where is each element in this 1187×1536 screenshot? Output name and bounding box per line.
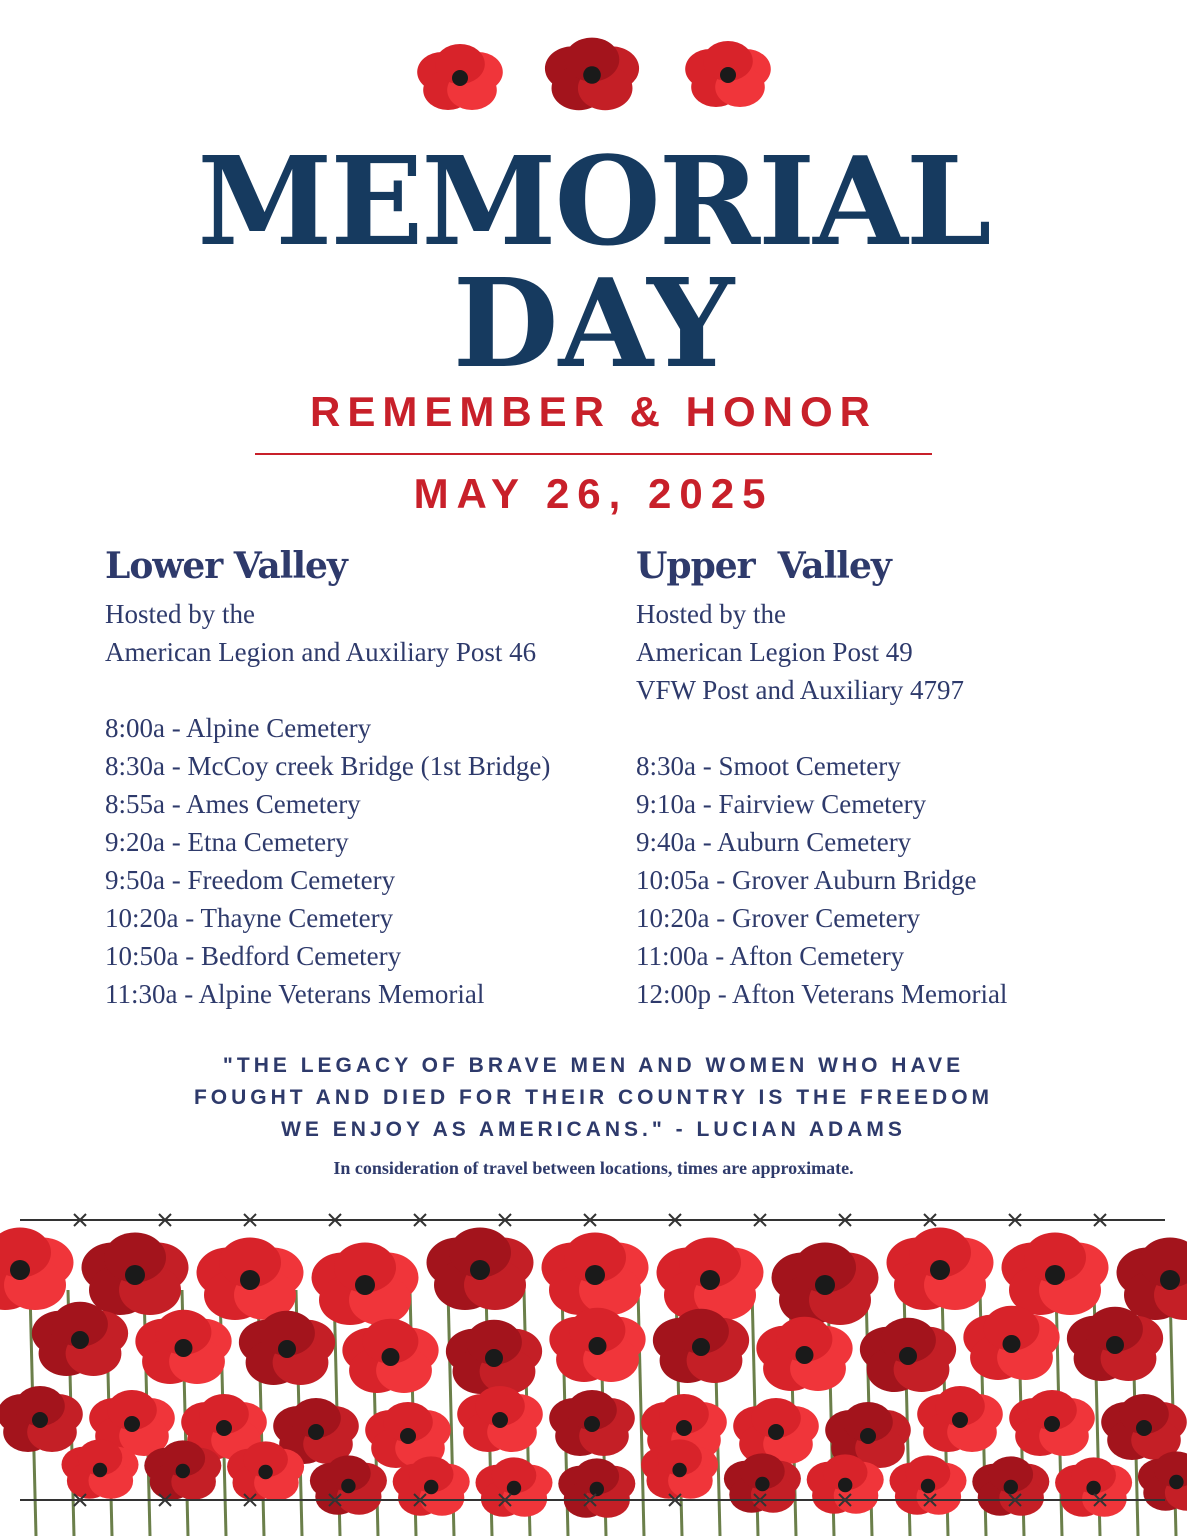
poppy-icon [1138, 1451, 1187, 1510]
poppy-icon [1002, 1233, 1109, 1316]
host-line: Hosted by the [105, 599, 255, 629]
poppy-icon [417, 44, 503, 110]
schedule-item: 12:00p - Afton Veterans Memorial [636, 979, 1008, 1009]
schedule-item: 9:10a - Fairview Cemetery [636, 789, 927, 819]
title-memorial: MEMORIAL [197, 129, 990, 273]
schedule-item: 8:30a - McCoy creek Bridge (1st Bridge) [105, 751, 551, 781]
quote-line: "THE LEGACY OF BRAVE MEN AND WOMEN WHO HAVE [222, 1054, 965, 1077]
travel-note: In consideration of travel between locations, times are approximate. [333, 1158, 854, 1178]
schedule-item: 8:55a - Ames Cemetery [105, 789, 361, 819]
poppy-icon [545, 38, 639, 111]
quote-line: WE ENJOY AS AMERICANS." - LUCIAN ADAMS [281, 1118, 906, 1141]
poppy-icon [82, 1233, 189, 1316]
upper-valley-section [636, 545, 1007, 1013]
poppy-icon [135, 1310, 231, 1384]
poppy-icon [197, 1238, 304, 1321]
poppy-icon [733, 1398, 819, 1464]
spacer [105, 671, 550, 709]
poppy-icon [657, 1238, 764, 1321]
schedule-item: 10:05a - Grover Auburn Bridge [636, 865, 977, 895]
event-date: MAY 26, 2025 [413, 470, 774, 517]
quote-line: FOUGHT AND DIED FOR THEIR COUNTRY IS THE FREEDOM [193, 1086, 994, 1109]
poppy-icon [1117, 1238, 1187, 1321]
poppy-icon [0, 1228, 74, 1311]
poppy-icon [917, 1386, 1003, 1452]
schedule-item: 11:00a - Afton Cemetery [636, 941, 905, 971]
schedule-item: 10:50a - Bedford Cemetery [105, 941, 402, 971]
poppy-icon [312, 1243, 419, 1326]
poppy-icon [653, 1309, 749, 1383]
spacer [636, 709, 1007, 747]
host-line: American Legion Post 49 [636, 637, 913, 667]
host-line: Hosted by the [636, 599, 786, 629]
poppy-icon [239, 1311, 335, 1385]
upper-valley-heading: Upper Valley [636, 545, 891, 587]
host-line: American Legion and Auxiliary Post 46 [105, 637, 537, 667]
poppy-icon [427, 1228, 534, 1311]
divider [255, 453, 932, 455]
subtitle: REMEMBER & HONOR [309, 388, 877, 435]
poppy-icon [1055, 1457, 1132, 1516]
poppy-icon [475, 1457, 552, 1516]
lower-valley-section [105, 545, 550, 1013]
poppy-icon [685, 41, 771, 107]
poppy-icon [542, 1233, 649, 1316]
poppy-icon [457, 1386, 543, 1452]
poppy-icon [887, 1228, 994, 1311]
poppy-field-decoration [0, 1200, 1187, 1536]
schedule-item: 8:00a - Alpine Cemetery [105, 713, 372, 743]
poppy-icon [342, 1319, 438, 1393]
poppy-icon [446, 1320, 542, 1394]
host-line: VFW Post and Auxiliary 4797 [636, 675, 965, 705]
schedule-item: 10:20a - Thayne Cemetery [105, 903, 394, 933]
schedule-item: 9:40a - Auburn Cemetery [636, 827, 912, 857]
schedule-item: 9:20a - Etna Cemetery [105, 827, 349, 857]
schedule-item: 10:20a - Grover Cemetery [636, 903, 921, 933]
poppy-icon [889, 1455, 966, 1514]
schedule-item: 9:50a - Freedom Cemetery [105, 865, 396, 895]
poppy-icon [549, 1390, 635, 1456]
poppy-icon [756, 1317, 852, 1391]
schedule-item: 11:30a - Alpine Veterans Memorial [105, 979, 485, 1009]
poppy-icon [963, 1306, 1059, 1380]
title-day: DAY [452, 251, 735, 395]
lower-valley-heading: Lower Valley [105, 545, 347, 587]
top-poppies-decoration [0, 0, 1187, 130]
poppy-icon [558, 1458, 635, 1517]
quote [0, 1050, 1187, 1146]
poppy-icon [772, 1243, 879, 1326]
schedule-item: 8:30a - Smoot Cemetery [636, 751, 901, 781]
